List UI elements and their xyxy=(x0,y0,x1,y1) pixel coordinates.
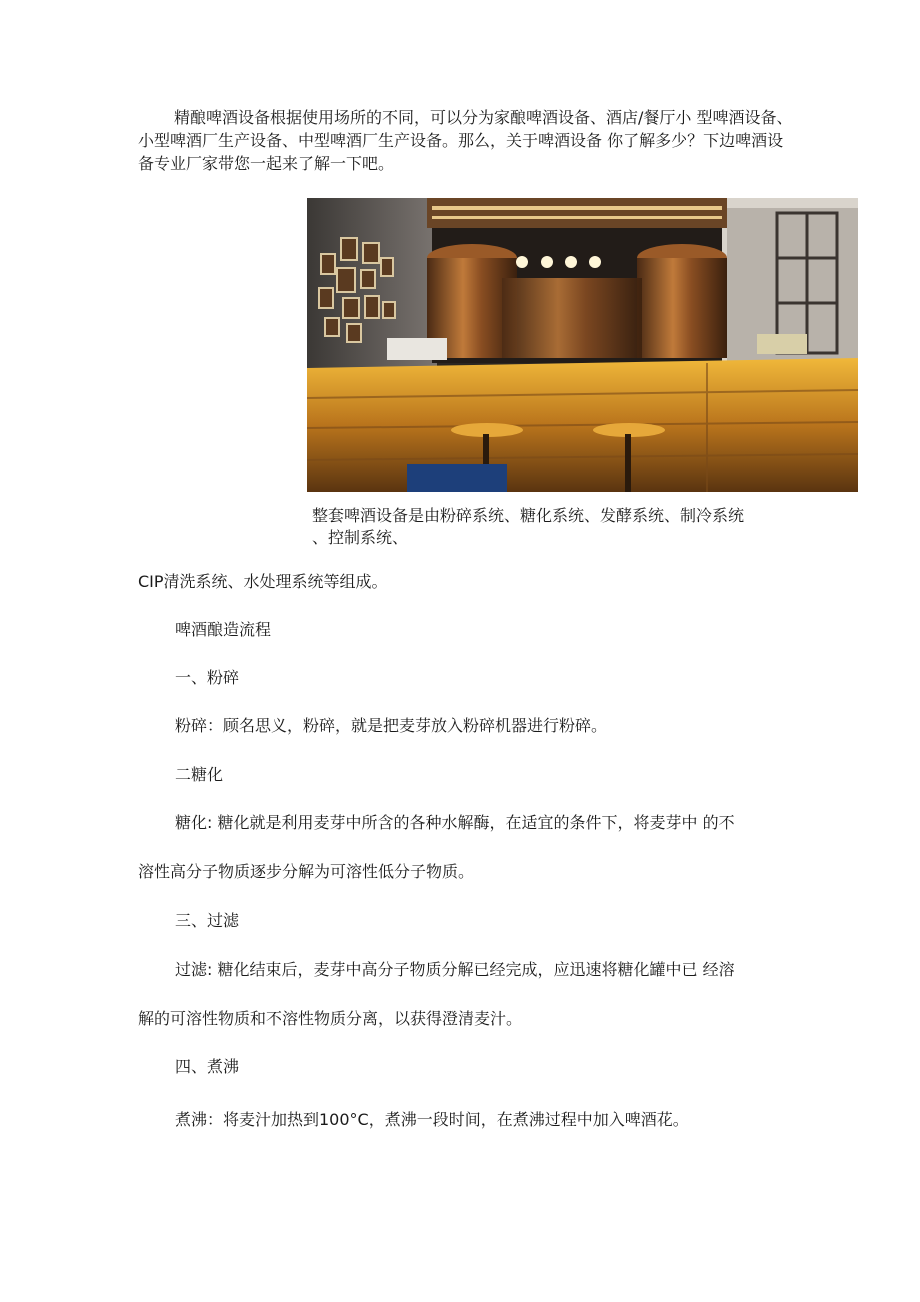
intro-paragraph: 精酿啤酒设备根据使用场所的不同，可以分为家酿啤酒设备、酒店/餐厅小 型啤酒设备、小型啤酒厂生产设备、中型啤酒厂生产设备。那么，关于啤酒设备 你了解多少？下边啤酒设备专业厂家带您一起来了解一下吧。 xyxy=(138,108,793,173)
step-body-saccharification-1: 糖化: 糖化就是利用麦芽中所含的各种水解酶，在适宜的条件下，将麦芽中 的不 xyxy=(175,813,735,832)
step-body-saccharification-2: 溶性高分子物质逐步分解为可溶性低分子物质。 xyxy=(138,862,475,881)
step-heading-boiling: 四、煮沸 xyxy=(175,1057,240,1076)
step-body-filtration-2: 解的可溶性物质和不溶性物质分离，以获得澄清麦汁。 xyxy=(138,1009,523,1028)
step-body-filtration-1: 过滤: 糖化结束后，麦芽中高分子物质分解已经完成，应迅速将糖化罐中已 经溶 xyxy=(175,960,735,979)
step-heading-saccharification: 二糖化 xyxy=(175,765,224,784)
section-title: 啤酒酿造流程 xyxy=(175,620,272,639)
step-body-boiling: 煮沸：将麦汁加热到100°C，煮沸一段时间，在煮沸过程中加入啤酒花。 xyxy=(175,1110,689,1129)
step-body-crushing: 粉碎：顾名思义，粉碎，就是把麦芽放入粉碎机器进行粉碎。 xyxy=(175,716,608,735)
step-heading-filtration: 三、过滤 xyxy=(175,911,240,930)
figure-caption xyxy=(312,505,792,549)
brewery-bar-photo xyxy=(307,198,858,492)
caption-line-2: 、控制系统、 xyxy=(312,528,409,547)
caption-continuation: CIP清洗系统、水处理系统等组成。 xyxy=(138,572,388,591)
caption-line-1: 整套啤酒设备是由粉碎系统、糖化系统、发酵系统、制冷系统 xyxy=(312,506,745,525)
step-heading-crushing: 一、粉碎 xyxy=(175,668,240,687)
